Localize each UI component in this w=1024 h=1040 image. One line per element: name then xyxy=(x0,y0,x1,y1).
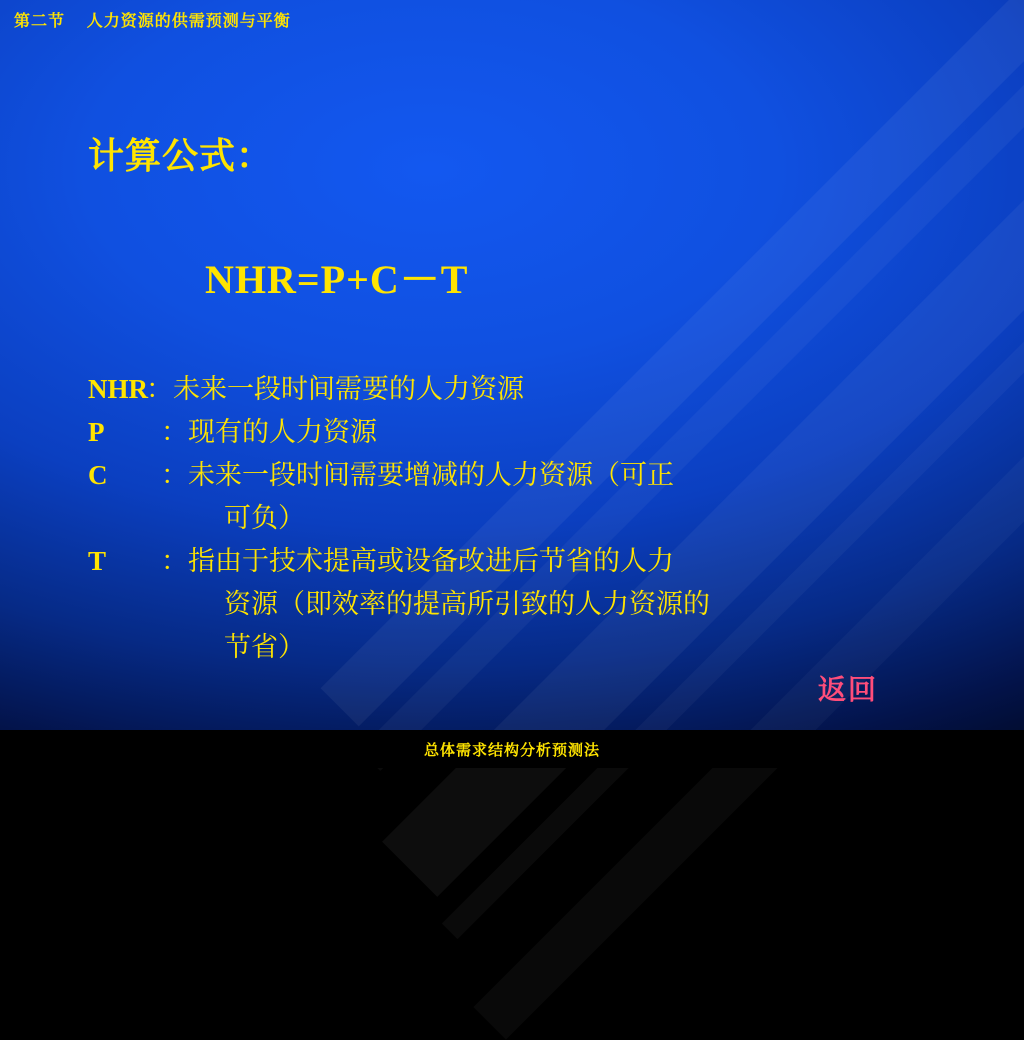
definition-item-nhr xyxy=(88,368,848,411)
definition-item-p xyxy=(88,411,848,454)
formula-text: NHR=P+C－T xyxy=(205,257,469,302)
definition-key: NHR xyxy=(88,374,148,404)
definition-separator: ： xyxy=(146,460,189,490)
definition-key: P xyxy=(88,417,105,447)
definition-value-line2: 资源（即效率的提高所引致的人力资源的 xyxy=(224,589,711,619)
slide-footer xyxy=(0,730,1024,768)
definition-key: C xyxy=(88,460,108,490)
definition-value-line3: 节省） xyxy=(224,632,306,662)
definition-value-line1: 指由于技术提高或设备改进后节省的人力 xyxy=(188,546,675,576)
definition-value: 现有的人力资源 xyxy=(188,417,378,447)
header-title: 第二节 人力资源的供需预测与平衡 xyxy=(14,12,291,30)
definition-item-t xyxy=(88,540,848,669)
definition-value-line2: 可负） xyxy=(224,503,306,533)
back-link[interactable]: 返回 xyxy=(818,674,879,705)
definition-item-c xyxy=(88,454,848,540)
page-title: 计算公式： xyxy=(88,135,274,176)
slide-header xyxy=(0,0,1024,38)
definition-separator: ： xyxy=(146,417,189,447)
definition-value xyxy=(188,540,848,669)
definition-value-line1: 未来一段时间需要增减的人力资源（可正 xyxy=(188,460,675,490)
definition-key: T xyxy=(88,546,107,576)
definition-separator: ： xyxy=(146,374,173,404)
definition-value: 未来一段时间需要的人力资源 xyxy=(173,374,524,404)
footer-title: 总体需求结构分析预测法 xyxy=(423,741,600,759)
definition-separator: ： xyxy=(146,546,189,576)
definition-value xyxy=(188,454,848,540)
definition-list xyxy=(88,368,848,669)
